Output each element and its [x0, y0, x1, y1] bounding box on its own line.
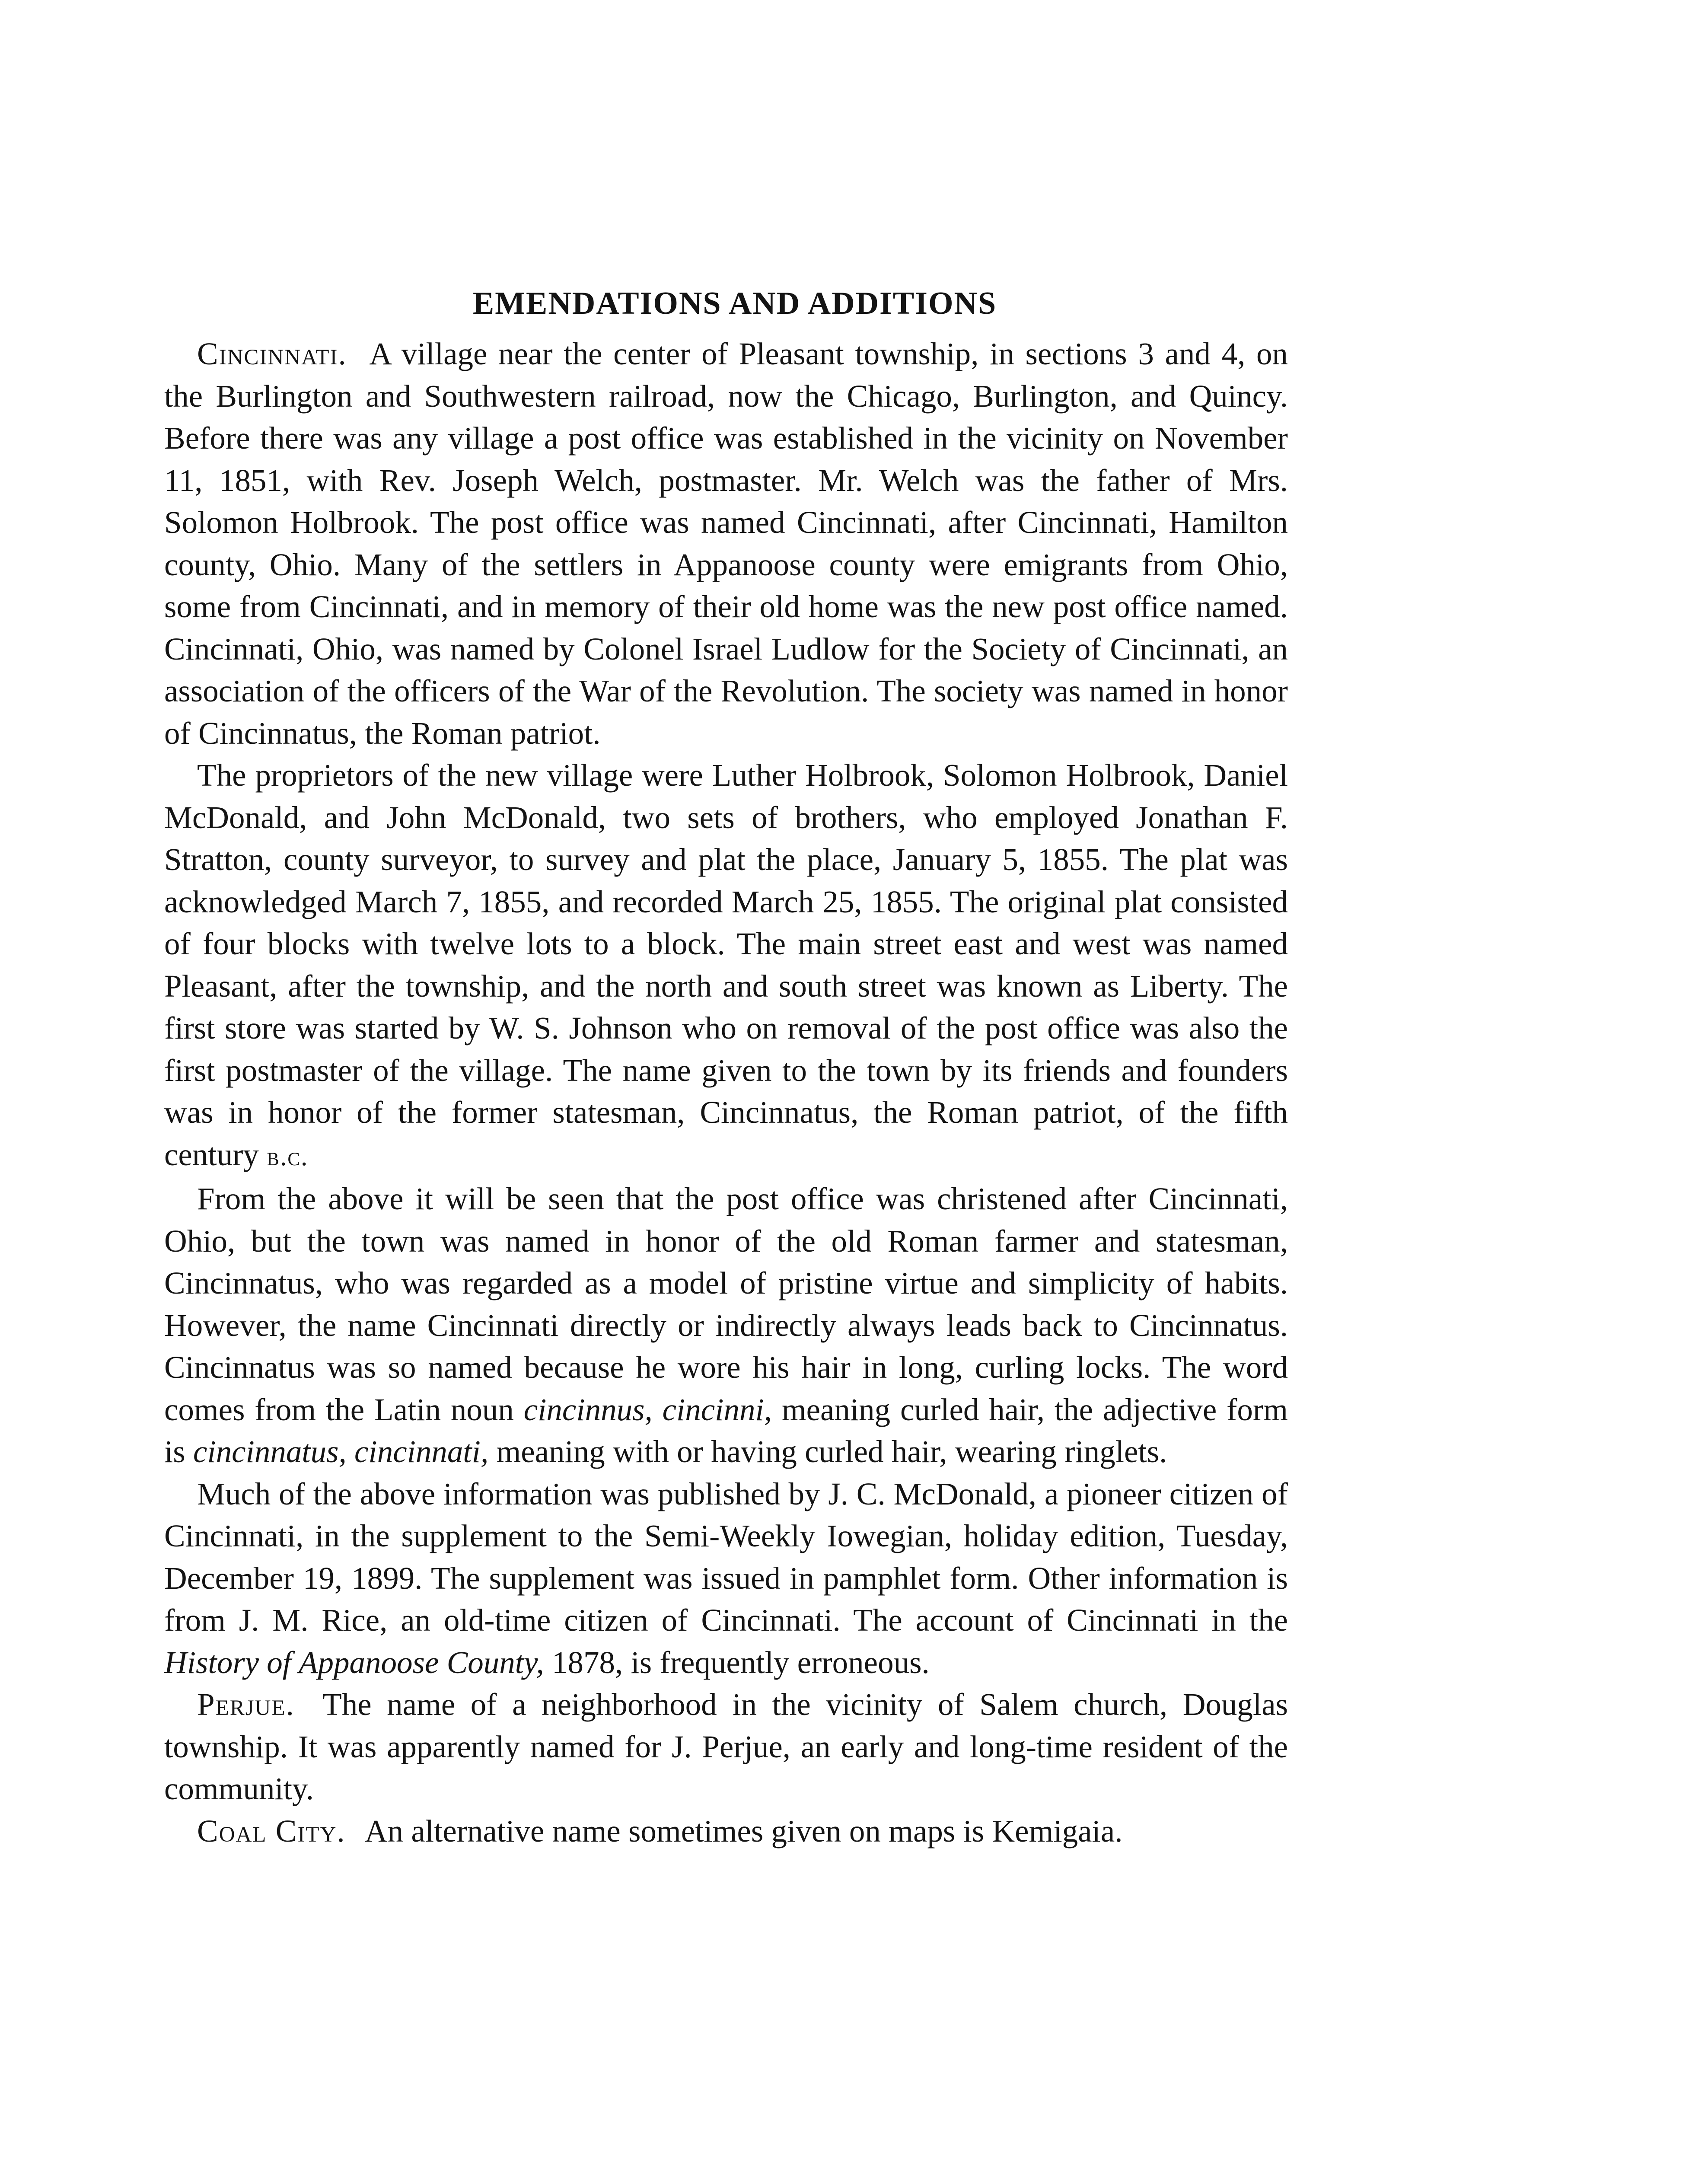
entry-coal-city	[164, 1810, 1288, 1852]
entry-cincinnati	[164, 333, 1288, 754]
era-abbreviation: b.c.	[267, 1141, 309, 1171]
paragraph-from-above	[164, 1178, 1288, 1473]
entry-text-cincinnati: A village near the center of Pleasant township, in sections 3 and 4, on the Burlington and Southwestern railroad, now the Chicago, Burlington, and Quincy. Before there was any village a post office was established in the vicinity on November 11, 1851, with Rev. Joseph Welch, postmaster. Mr. Welch was the father of Mrs. Solomon Holbrook. The post office was named Cincinnati, after Cincinnati, Hamilton county, Ohio. Many of the settlers in Appanoose county were emigrants from Ohio, some from Cincinnati, and in memory of their old home was the new post office named. Cincinnati, Ohio, was named by Colonel Israel Ludlow for the Society of Cincinnati, an association of the officers of the War of the Revolution. The society was named in honor of Cincinnatus, the Roman patriot.	[164, 336, 1288, 751]
paragraph-text-from-above-1: From the above it will be seen that the post office was christened after Cincinnati, Ohio, but the town was named in honor of the old Roman farmer and statesman, Cincinnatus, who was regarded as a model of pristine virtue and simplicity of habits. However, the name Cincinnati directly or indirectly always leads back to Cincinnatus. Cincinnatus was so named because he wore his hair in long, curling locks. The word comes from the Latin noun	[164, 1181, 1288, 1427]
paragraph-text-from-above-3: meaning with or having curled hair, wearing ringlets.	[496, 1434, 1167, 1469]
entry-text-perjue: The name of a neighborhood in the vicinity of Salem church, Douglas township. It was apparently named for J. Perjue, an early and long-time resident of the community.	[164, 1687, 1288, 1806]
entry-heading-coal-city: Coal City.	[197, 1813, 346, 1849]
page-title: EMENDATIONS AND ADDITIONS	[472, 286, 997, 321]
document-body	[164, 333, 1288, 1852]
paragraph-text-much-of-above-1: Much of the above information was published by J. C. McDonald, a pioneer citizen of Cincinnati, in the supplement to the Semi-Weekly Iowegian, holiday edition, Tuesday, December 19, 1899. The supplement was issued in pamphlet form. Other information is from J. M. Rice, an old-time citizen of Cincinnati. The account of Cincinnati in the	[164, 1476, 1288, 1638]
entry-heading-perjue: Perjue.	[197, 1687, 295, 1722]
paragraph-much-of-above	[164, 1473, 1288, 1684]
entry-perjue	[164, 1683, 1288, 1810]
book-title: History of Appanoose County,	[164, 1645, 544, 1680]
paragraph-proprietors	[164, 754, 1288, 1178]
paragraph-text-from-above-2: meaning curled hair, the adjective form is	[164, 1392, 1288, 1469]
entry-text-coal-city: An alternative name sometimes given on maps is Kemigaia.	[364, 1813, 1123, 1849]
latin-noun: cincinnus, cincinni,	[523, 1392, 772, 1427]
paragraph-text-proprietors: The proprietors of the new village were Luther Holbrook, Solomon Holbrook, Daniel McDonald, and John McDonald, two sets of brothers, who employed Jonathan F. Stratton, county surveyor, to survey and plat the place, January 5, 1855. The plat was acknowledged March 7, 1855, and recorded March 25, 1855. The original plat consisted of four blocks with twelve lots to a block. The main street east and west was named Pleasant, after the township, and the north and south street was known as Liberty. The first store was started by W. S. Johnson who on removal of the post office was also the first postmaster of the village. The name given to the town by its friends and founders was in honor of the former statesman, Cincinnatus, the Roman patriot, of the fifth century	[164, 758, 1288, 1172]
latin-adjective: cincinnatus, cincinnati,	[193, 1434, 489, 1469]
paragraph-text-much-of-above-2: 1878, is frequently erroneous.	[551, 1645, 930, 1680]
entry-heading-cincinnati: Cincinnati.	[197, 336, 347, 371]
